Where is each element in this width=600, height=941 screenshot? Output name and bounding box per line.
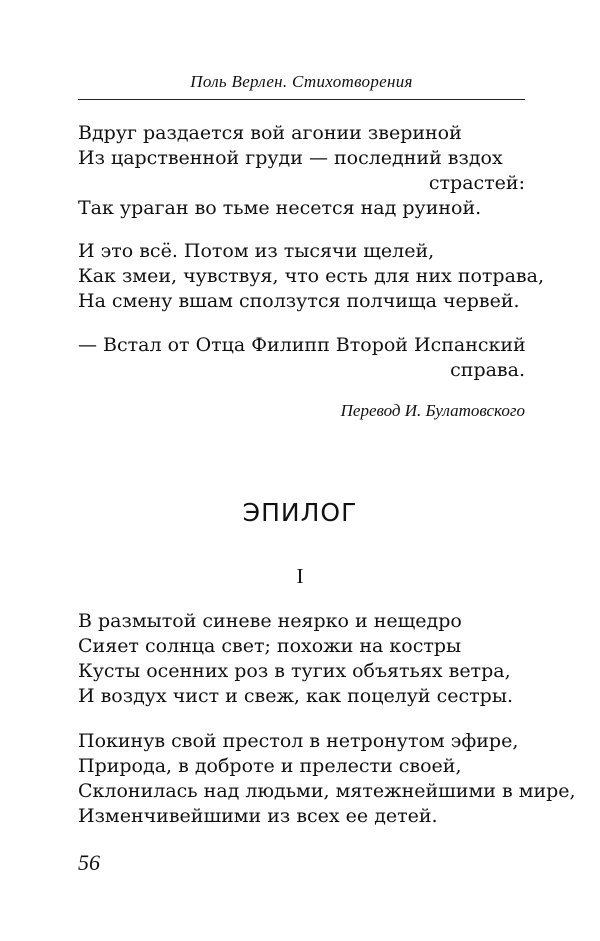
- poem-line: И это всё. Потом из тысячи щелей,: [78, 240, 435, 262]
- epilogue-title: ЭПИЛОГ: [242, 498, 358, 527]
- poem-line: В размытой синеве неярко и нещедро: [78, 610, 462, 632]
- header-rule: [78, 99, 525, 100]
- running-header: Поль Верлен. Стихотворения: [190, 72, 413, 91]
- poem-line: Как змеи, чувствуя, что есть для них потрава,: [78, 265, 544, 287]
- poem-line: — Встал от Отца Филипп Второй Испанский: [78, 334, 526, 356]
- poem-line: И воздух чист и свеж, как поцелуй сестры.: [78, 685, 513, 707]
- poem-line: Природа, в доброте и прелести своей,: [78, 755, 462, 777]
- poem-line: Так ураган во тьме несется над руиной.: [78, 197, 482, 219]
- poem-line: На смену вшам сползутся полчища червей.: [78, 290, 520, 312]
- poem-line: Изменчивейшими из всех ее детей.: [78, 805, 438, 827]
- poem-line: Покинув свой престол в нетронутом эфире,: [78, 730, 519, 752]
- poem-line: Из царственной груди — последний вздох: [78, 147, 503, 169]
- poem-line: Кусты осенних роз в тугих объятьях ветра,: [78, 660, 511, 682]
- poem-line: Сияет солнца свет; похожи на костры: [78, 635, 462, 657]
- poem-line-continuation: страстей:: [428, 172, 525, 194]
- poem-line-continuation: справа.: [450, 359, 525, 381]
- poem-line: Склонилась над людьми, мятежнейшими в мире,: [78, 780, 576, 802]
- page-number: 56: [78, 850, 100, 875]
- poem-line: Вдруг раздается вой агонии звериной: [78, 122, 462, 144]
- section-number: I: [296, 564, 304, 588]
- translator-credit: Перевод И. Булатовского: [340, 401, 525, 420]
